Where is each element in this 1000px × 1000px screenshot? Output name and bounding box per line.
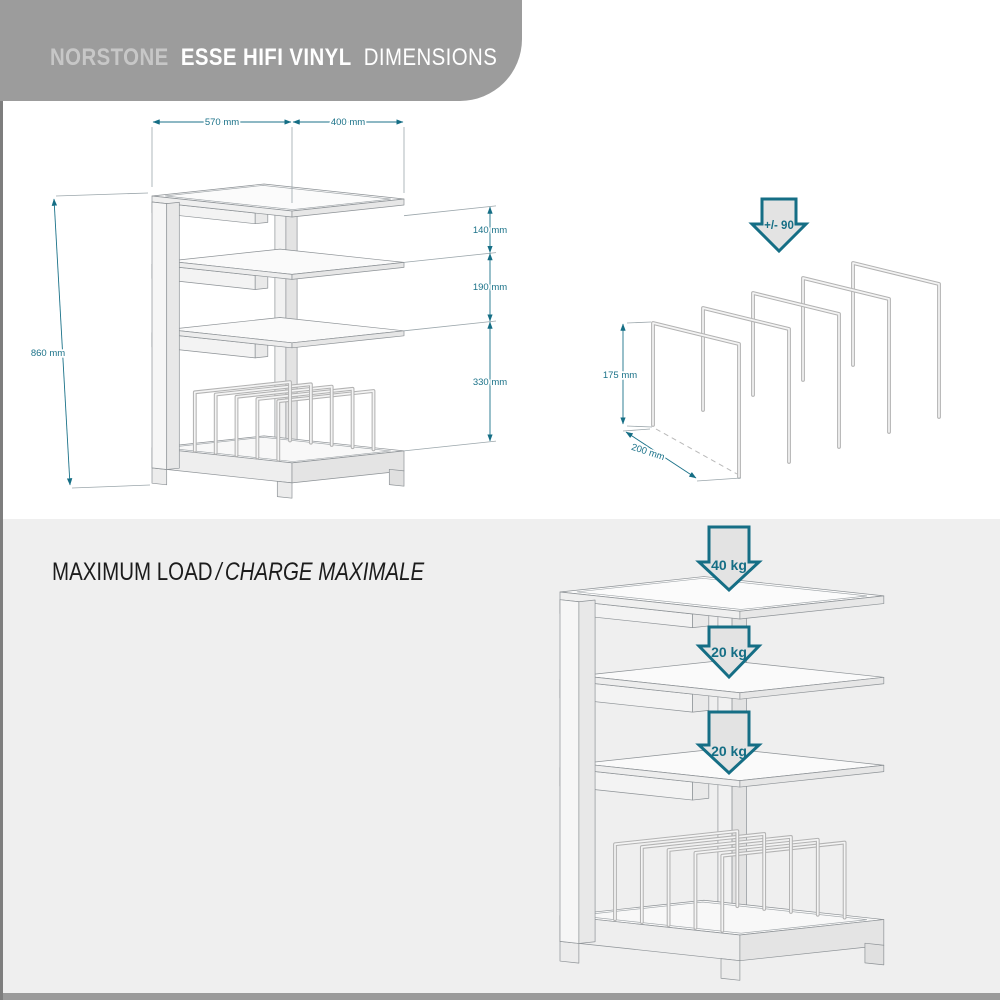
dim-label-height: 860 mm	[30, 348, 66, 359]
load-label-top-shelf: 40 kg	[711, 557, 747, 573]
divider-drawing	[603, 199, 939, 481]
load-label-middle-shelf: 20 kg	[711, 644, 747, 660]
product-name: ESSE HIFI VINYL	[180, 44, 352, 71]
heading-separator: /	[215, 558, 222, 586]
dim-label-divider-height: 175 mm	[602, 370, 638, 381]
max-load-heading-fr: CHARGE MAXIMALE	[224, 558, 425, 586]
dim-label-width: 570 mm	[204, 117, 240, 128]
sheet-type-label: DIMENSIONS	[363, 44, 498, 71]
rack-drawing-load	[560, 527, 884, 980]
divider-dimension-lines	[623, 322, 741, 481]
dim-label-divider-depth: 200 mm	[629, 441, 666, 464]
load-label-lower-shelf: 20 kg	[711, 743, 747, 759]
dim-label-middle-clearance: 190 mm	[472, 282, 508, 293]
dim-label-bottom-clearance: 330 mm	[472, 377, 508, 388]
divider-capacity-arrow	[752, 199, 806, 251]
rack-drawing-dimensions	[31, 117, 507, 498]
divider-capacity-label: +/- 90	[764, 220, 794, 232]
divider-wires	[653, 263, 939, 477]
max-load-heading-en: MAXIMUM LOAD	[52, 558, 213, 586]
brand-name: NORSTONE	[50, 44, 169, 71]
dim-label-top-clearance: 140 mm	[472, 225, 508, 236]
dim-label-depth: 400 mm	[330, 117, 366, 128]
dimension-lines	[54, 122, 490, 485]
